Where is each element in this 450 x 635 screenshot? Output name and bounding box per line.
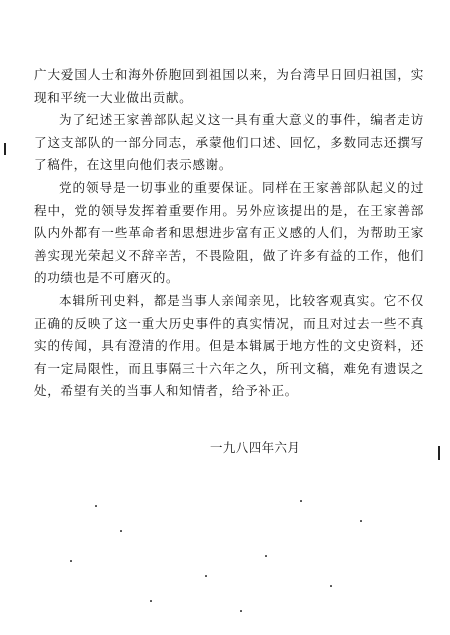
scan-edge-mark (438, 446, 440, 460)
publication-date: 一九八四年六月 (210, 440, 301, 455)
scan-edge-mark (4, 143, 6, 155)
paragraph-2: 为了纪述王家善部队起义这一具有重大意义的事件，编者走访了这支部队的一部分同志，承蒙他们口述、回忆，多数同志还撰写了稿件，在这里向他们表示感谢。 (34, 112, 424, 173)
paragraph-4: 本辑所刊史料，都是当事人亲闻亲见，比较客观真实。它不仅正确的反映了这一重大历史事件的真实情况，而且对过去一些不真实的传闻，具有澄清的作用。但是本辑属于地方性的文史资料，还有一定局限性，而且事隔三十六年之久，所刊文稿，难免有遗误之处，希望有关的当事人和知情者，给予补正。 (34, 292, 424, 399)
paragraph-1: 广大爱国人士和海外侨胞回到祖国以来，为台湾早日回归祖国，实现和平统一大业做出贡献。 (34, 67, 424, 105)
paragraph-3: 党的领导是一切事业的重要保证。同样在王家善部队起义的过程中，党的领导发挥着重要作用。另外应该提出的是，在王家善部队内外都有一些革命者和思想进步富有正义感的人们，为帮助王家善实现光荣起义不辞辛苦，不畏险阻，做了许多有益的工作，他们的功绩也是不可磨灭的。 (34, 179, 424, 286)
body-text (34, 64, 424, 403)
